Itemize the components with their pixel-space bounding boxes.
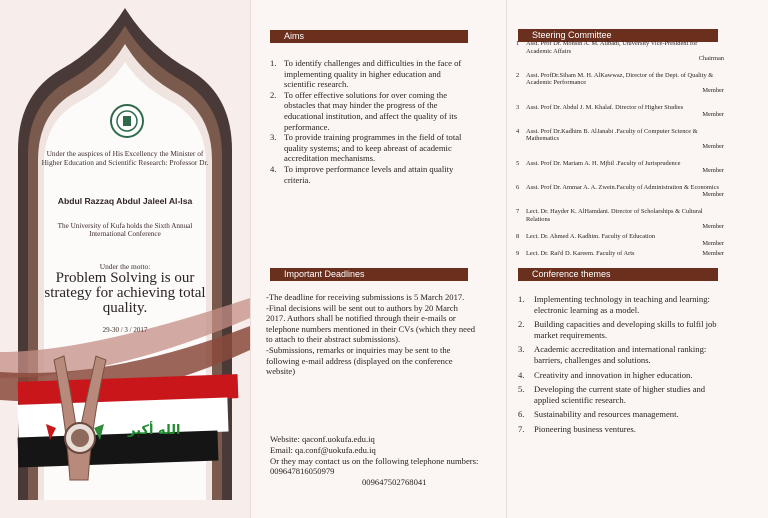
committee-list: [516, 40, 724, 259]
list-item: 2. Building capacities and developing skills to fulfil job market requirements.: [518, 319, 717, 340]
list-item: 5. Developing the current state of higher studies and applied scientific research.: [518, 384, 706, 405]
deadline-item: -The deadline for receiving submissions is 5 March 2017.: [266, 292, 465, 302]
committee-member: 5 Asst. Prof Dr. Mariam A. H. Mjbil .Faculty of Jurisprudence Member: [516, 159, 724, 175]
committee-member: 8 Lect. Dr. Ahmed A. Kadhim. Faculty of Education Member: [516, 232, 724, 248]
phones-text: Or they may contact us on the following telephone numbers: 009647816050979: [270, 455, 479, 477]
host-text: The University of Kufa holds the Sixth Annual International Conference: [57, 222, 193, 239]
email-text[interactable]: Email: qa.conf@uokufa.edu.iq: [270, 444, 376, 455]
list-item: 1. To identify challenges and difficulties in the face of implementing quality in higher education and scientific research.: [270, 58, 462, 90]
deadlines-header: Important Deadlines: [270, 268, 468, 281]
list-item: 3. Academic accreditation and international ranking: barriers, challenges and solutions.: [518, 344, 707, 365]
motto-text: Problem Solving is our strategy for achieving total quality.: [44, 270, 206, 316]
conference-date: 29-30 / 3 / 2017: [102, 326, 148, 334]
patron-name: Abdul Razzaq Abdul Jaleel Al-Isa: [57, 196, 193, 206]
deadline-item: -Final decisions will be sent out to authors by 20 March 2017. Authors shall be notified through their e-mails or telephone numbers mentioned in their CVs (which they need to attach to their abstract submissions).: [266, 302, 476, 345]
committee-member: 3 Asst. Prof Dr. Abdul J. M. Khalaf. Director of Higher Studies Member: [516, 103, 724, 119]
aims-list: [270, 58, 470, 185]
aims-header: Aims: [270, 30, 468, 43]
list-item: 7. Pioneering business ventures.: [518, 423, 636, 434]
committee-header: Steering Committee: [518, 29, 718, 42]
auspice-text: Under the auspices of His Excellency the Minister of Higher Education and Scientific Research: Professor Dr.: [41, 149, 209, 167]
phone-number-2: 009647502768041: [362, 477, 427, 488]
list-item: 4. Creativity and innovation in higher education.: [518, 369, 693, 380]
flag-takbir-text: الله أكبر: [128, 423, 181, 438]
list-item: 2. To offer effective solutions for over coming the obstacles that may hinder the progress of the educational institution, and affect the quality of its performance.: [270, 89, 458, 132]
committee-member: 6 Asst. Prof Dr. Ammar A. A. Zwein.Faculty of Administration & Economics Member: [516, 183, 724, 199]
deadline-item: -Submissions, remarks or inquiries may be sent to the following e-mail address (displayed on the conference website): [266, 344, 453, 377]
website-text[interactable]: Website: qaconf.uokufa.edu.iq: [270, 434, 375, 444]
deadlines-list: [266, 292, 478, 377]
university-seal-icon: [110, 104, 144, 138]
list-item: 4. To improve performance levels and attain quality criteria.: [270, 163, 454, 185]
committee-member: 7 Lect. Dr. Hayder K. AlHamdani. Director of Scholarships & Cultural Relations Member: [516, 207, 724, 231]
cover-panel: [0, 0, 250, 518]
committee-member: 4 Asst. Prof Dr.Kadhim B. AlJanabi .Faculty of Computer Science & Mathematics Member: [516, 127, 724, 150]
themes-list: [518, 294, 728, 439]
list-item: 1. Implementing technology in teaching and learning: electronic learning as a model.: [518, 294, 710, 315]
arch-frame-graphic: [0, 0, 250, 518]
contact-block: [270, 434, 490, 488]
list-item: 6. Sustainability and resources management.: [518, 409, 679, 420]
university-logo: [98, 104, 148, 144]
committee-member: 1 Asst. Prof Dr. Mohsin A. M. Allbadi, University Vice-President for Academic Affairs Chairman: [516, 40, 724, 63]
themes-header: Conference themes: [518, 268, 718, 281]
committee-member: 9 Lect. Dr. Rai'd D. Kareem. Faculty of Arts Member: [516, 249, 724, 257]
motto-label: Under the motto:: [99, 262, 151, 271]
list-item: 3. To provide training programmes in the field of total quality systems; and to keep abreast of academic accreditation mechanisms.: [270, 132, 462, 164]
committee-member: 2 Asst. ProfDr.Siham M. H. AlKawwaz, Director of the Dept. of Quality & Academic Performance Member: [516, 71, 724, 94]
